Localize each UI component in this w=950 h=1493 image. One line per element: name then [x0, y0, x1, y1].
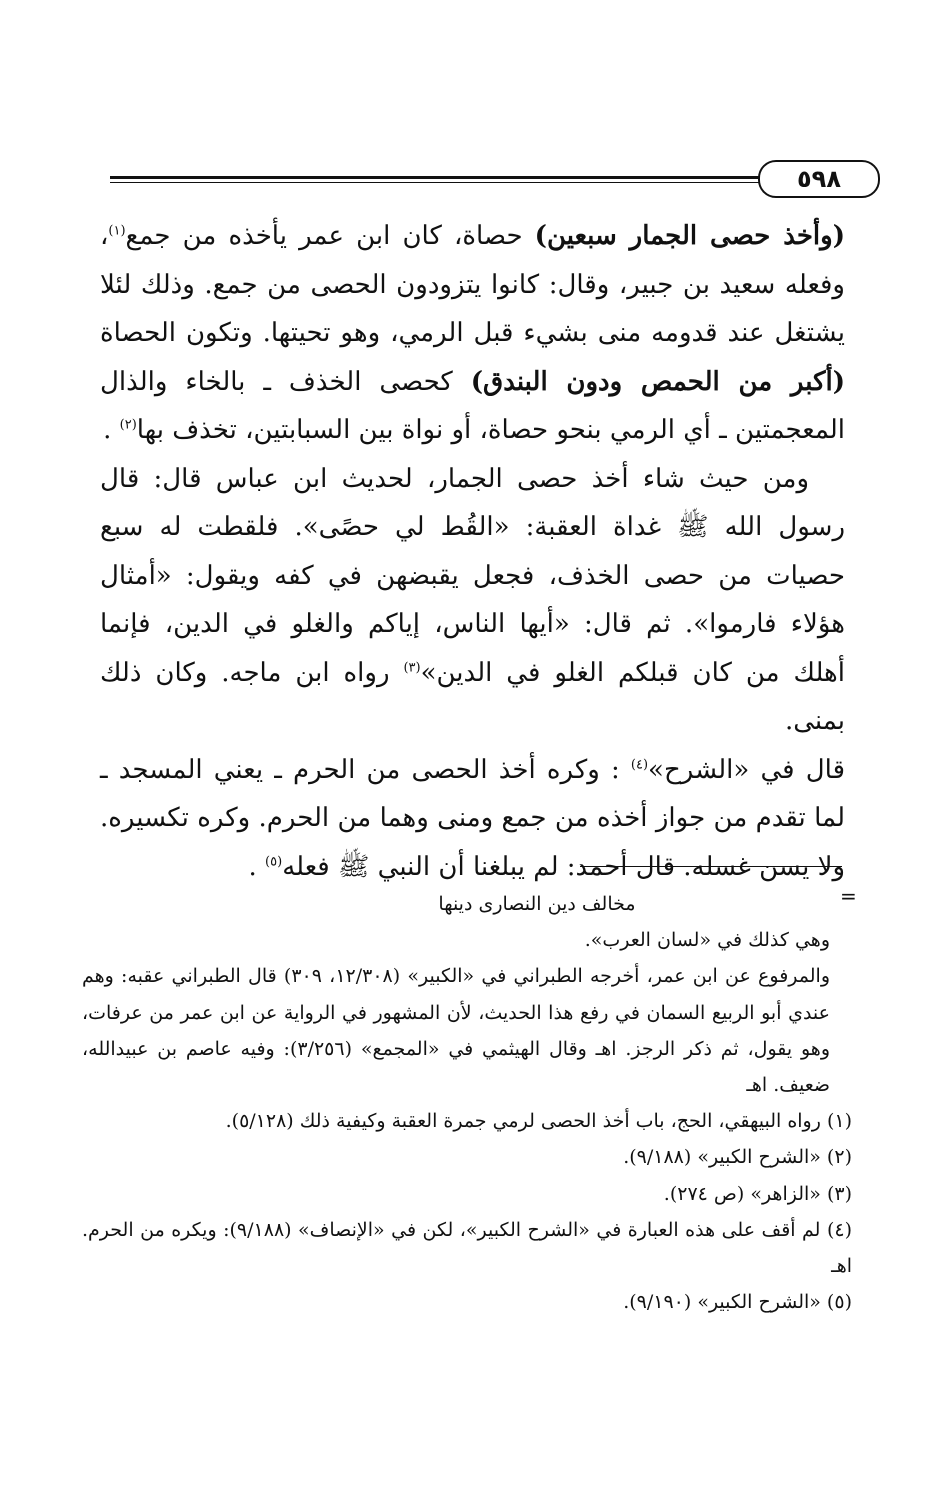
paragraph-2	[100, 455, 845, 746]
footnote-continuation-line: وهي كذلك في «لسان العرب».	[584, 929, 830, 952]
footnote-ref-1[interactable]: (١)	[108, 223, 126, 239]
footnote-4: (٤) لم أقف على هذه العبارة في «الشرح الكبير»، لكن في «الإنصاف» (٩/١٨٨): ويكره من الحرم. اهـ	[82, 1218, 852, 1278]
text-run: ومن حيث شاء أخذ حصى الجمار، لحديث ابن عباس قال: قال رسول الله ﷺ غداة العقبة: «القُط لي حصًى». فلقطت له سبع حصيات من حصى الخذف، فجعل يقبضهن في كفه ويقول: «أمثال هؤلاء فارموا». ثم قال: «أيها الناس، إياكم والغلو في الدين، فإنما أهلك من كان قبلكم الغلو في الدين»	[100, 463, 845, 688]
text-run: حصاة، كان ابن عمر يأخذه من جمع	[125, 221, 535, 251]
footnote-continuation-head: مخالف دين النصارى دينها	[438, 893, 636, 915]
text-run: قال في «الشرح»	[648, 754, 845, 785]
footnote-ref-2[interactable]: (٢)	[119, 417, 137, 433]
text-run: : وكره أخذ الحصى من الحرم ـ يعني المسجد ـ لما تقدم من جواز أخذه من جمع ومنى وهما من الحرم. وكره تكسيره. ولا يسن غسله. قال أحمد: لم يبلغنا أن النبي ﷺ فعله	[100, 754, 845, 882]
text-run: .	[248, 851, 266, 882]
footnote-continuation-paragraph: والمرفوع عن ابن عمر، أخرجه الطبراني في «الكبير» (١٢/٣٠٨، ٣٠٩) قال الطبراني عقبه: وهم عندي أبو الربيع السمان في رفع هذا الحديث، لأن المشهور في الرواية عن ابن عمر من عرفات، وهو يقول، ثم ذكر الرجز. اهـ وقال الهيثمي في «المجمع» (٣/٢٥٦): وفيه عاصم بن عبيدالله، ضعيف. اهـ	[82, 965, 831, 1097]
footnote-5: (٥) «الشرح الكبير» (٩/١٩٠).	[623, 1291, 852, 1314]
footnotes	[82, 886, 852, 1320]
text-run: .	[103, 415, 120, 445]
footnote-ref-4[interactable]: (٤)	[630, 756, 649, 772]
footnote-3: (٣) «الزاهر» (ص ٢٧٤).	[663, 1182, 852, 1205]
page-number: ٥٩٨	[758, 160, 880, 198]
footnote-separator	[580, 866, 842, 867]
paragraph-3	[100, 746, 845, 892]
continuation-mark: =	[840, 884, 857, 908]
page-header	[110, 160, 880, 200]
footnote-1: (١) رواه البيهقي، الحج، باب أخذ الحصى لرمي جمرة العقبة وكيفية ذلك (٥/١٢٨).	[225, 1110, 852, 1133]
bold-phrase-2: (أكبر من الحمص ودون البندق)	[470, 366, 846, 397]
footnote-2: (٢) «الشرح الكبير» (٩/١٨٨).	[623, 1146, 852, 1169]
bold-phrase-1: (وأخذ حصى الجمار سبعين)	[534, 221, 846, 251]
footnote-ref-3[interactable]: (٣)	[403, 659, 421, 675]
footnote-ref-5[interactable]: (٥)	[265, 853, 283, 869]
text-run: ، وفعله سعيد بن جبير، وقال: كانوا يتزودون الحصى من جمع. وذلك لئلا يشتغل عند قدومه منى بشيء قبل الرمي، وهو تحيتها. وتكون الحصاة	[100, 221, 845, 348]
text-run: كحصى الخذف ـ بالخاء والذال المعجمتين ـ أي الرمي بنحو حصاة، أو نواة بين السبابتين، تخذف بها	[100, 366, 845, 445]
header-rule	[110, 176, 760, 183]
paragraph-1	[100, 212, 845, 455]
main-text	[100, 212, 845, 891]
text-run: رواه ابن ماجه. وكان ذلك بمنى.	[100, 657, 845, 736]
